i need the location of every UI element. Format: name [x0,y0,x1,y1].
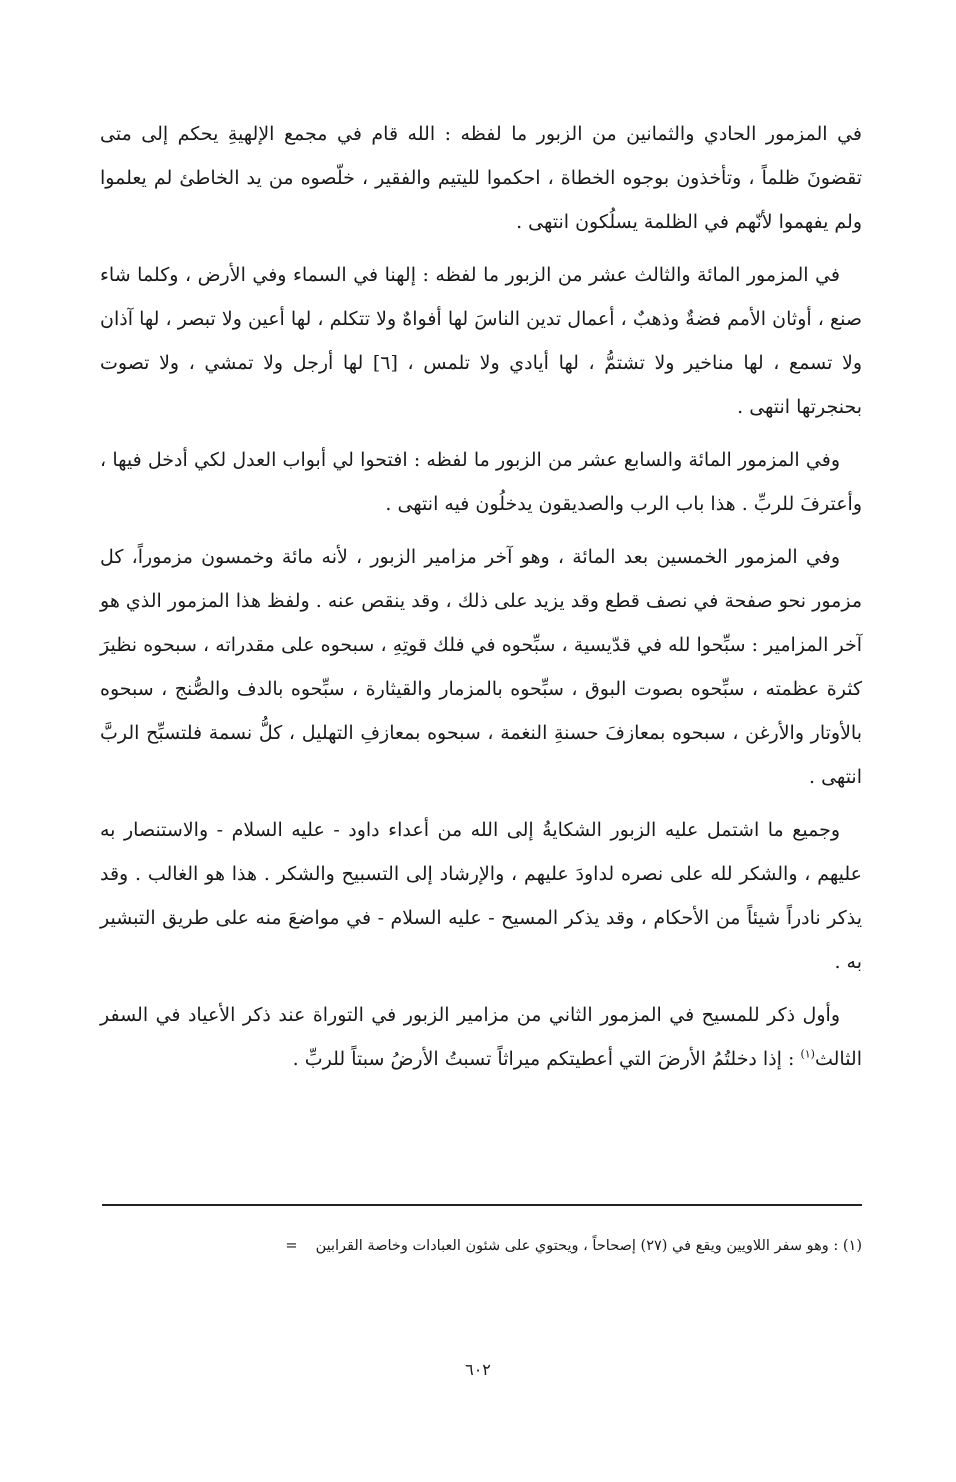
paragraph-psalm-117: وفي المزمور المائة والسابع عشر من الزبور ما لفظه : افتحوا لي أبواب العدل لكي أدخل فيها ، وأعترفَ للربِّ . هذا باب الرب والصديقون يدخلُون فيه انتهى . [100,449,862,515]
footnote [100,1234,862,1258]
paragraph-psalm-81: في المزمور الحادي والثمانين من الزبور ما لفظه : الله قام في مجمع الإلهيةِ يحكم إلى متى تقضونَ ظلماً ، وتأخذون بوجوه الخطاة ، احكموا لليتيم والفقير ، خلّصوه من يد الخاطئ لم يعلموا ولم يفهموا لأنّهم في الظلمة يسلُكون انتهى . [100,123,862,233]
footnote-continuation-mark: = [285,1238,298,1254]
footnote-reference[interactable]: (١) [800,1047,815,1061]
paragraph-text-after-note: : إذا دخلتُمُ الأرضَ التي أعطيتكم ميراثاً تسبتُ الأرضُ سبتاً للربِّ . [292,1048,801,1070]
paragraph-psalm-150: وفي المزمور الخمسين بعد المائة ، وهو آخر مزامير الزبور ، لأنه مائة وخمسون مزموراً، كل مزمور نحو صفحة في نصف قطع وقد يزيد على ذلك ، وقد ينقص عنه . ولفظ هذا المزمور الذي هو آخر المزامير : سبِّحوا لله في قدّيسية ، سبِّحوه في فلك قوتِهِ ، سبحوه على مقدراته ، سبحوه نظيرَ كثرة عظمته ، سبِّحوه بصوت البوق ، سبِّحوه بالمزمار والقيثارة ، سبِّحوه بالدف والصُّنج ، سبحوه بالأوتار والأرغن ، سبحوه بمعازفَ حسنةِ النغمة ، سبحوه بمعازفِ التهليل ، كلُّ نسمة فلتسبِّح الربَّ انتهى . [100,546,862,788]
paragraph-psalms-summary: وجميع ما اشتمل عليه الزبور الشكايةُ إلى الله من أعداء داود - عليه السلام - والاستنصار به عليهم ، والشكر لله على نصره لداودَ عليهم ، والإرشاد إلى التسبيح والشكر . هذا هو الغالب . وقد يذكر نادراً شيئاً من الأحكام ، وقد يذكر المسيح - عليه السلام - في مواضعَ منه على طريق التبشير به . [100,819,862,973]
paragraph-text-before-note: وأول ذكر للمسيح في المزمور الثاني من مزامير الزبور في التوراة عند ذكر الأعياد في السفر الثالث [100,1004,862,1070]
paragraph-first-mention-messiah [100,993,862,1081]
main-text [100,112,862,1090]
paragraph-psalm-113: في المزمور المائة والثالث عشر من الزبور ما لفظه : إلهنا في السماء وفي الأرض ، وكلما شاء صنع ، أوثان الأمم فضةٌ وذهبٌ ، أعمال تدين الناسَ لها أفواهٌ ولا تتكلم ، لها أعين ولا تبصر ، لها آذان ولا تسمع ، لها مناخير ولا تشتمُّ ، لها أيادي ولا تلمس ، [٦] لها أرجل ولا تمشي ، ولا تصوت بحنجرتها انتهى . [100,264,862,418]
page-number: ٦٠٢ [465,1360,491,1379]
footnote-text: (١) : وهو سفر اللاويين ويقع في (٢٧) إصحاحاً ، ويحتوي على شئون العبادات وخاصة القرابين [315,1238,862,1254]
footnote-divider [102,1204,862,1206]
